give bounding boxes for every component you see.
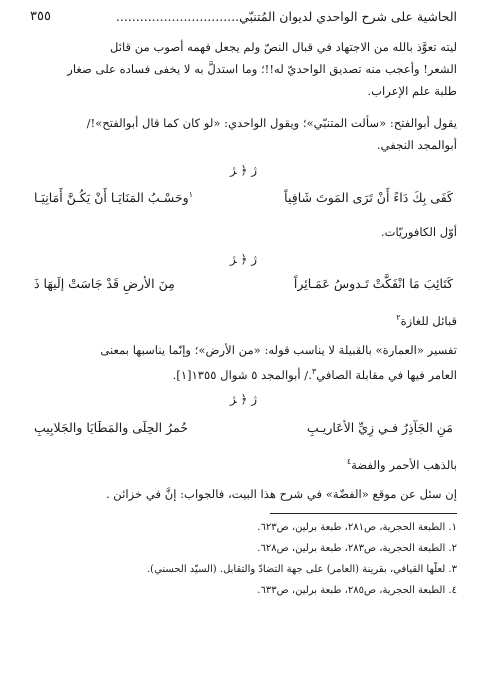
footnote-mark-1: ١ — [188, 190, 193, 199]
verse-1-first-hemistich: كَفَى بِكَ دَاءً أَنْ تَرَى المَوتَ شَافِياً — [284, 190, 453, 205]
verse-2-note-text: قبائل للغازة — [400, 313, 457, 328]
paragraph-line-3: طلبة علم الإعراب. — [367, 84, 457, 98]
verse-3-note — [30, 452, 457, 475]
paragraph2-line-1: تفسير «العمارة» بالقبيلة لا يناسب قوله: «من الأرض»؛ وإنّما يناسبها بمعنى — [100, 343, 457, 357]
verse-1-second-hemistich — [34, 190, 193, 205]
verse-2-note — [30, 308, 457, 331]
paragraph2-line-2 — [30, 362, 457, 385]
footnote-1: ١. الطبعة الحجرية، ص٢٨١، طبعة برلين، ص٦٢٣. — [257, 522, 457, 533]
footnote-mark-3: ٣ — [311, 367, 317, 376]
paragraph-line-1: ليته تعوَّذ بالله من الاجتهاد في قبال النصّ ولم يجعل فهمه أصوب من قائل — [109, 40, 457, 54]
footnote-2: ٢. الطبعة الحجرية، ص٢٨٣، طبعة برلين، ص٦٢٨. — [257, 543, 457, 554]
paragraph-line-5: أبوالمجد النجفي. — [376, 138, 457, 152]
ornament-divider-2: ﮊ ﴿ ﮋ — [229, 252, 258, 266]
verse-3-note-text: بالذهب الأحمر والفضة — [351, 457, 457, 472]
verse-2-second-hemistich: مِنَ الأرضِ قَدْ جَاسَتْ إلَيهَا ذَ — [34, 276, 175, 291]
verse-3 — [30, 420, 457, 442]
paragraph-line-4: يقول أبوالفتح: «سألت المتنبّي»؛ ويقول الواحدي: «لو كان كما قال أبوالفتح»!/ — [86, 116, 457, 130]
footnote-mark-2: ٢ — [396, 313, 401, 322]
verse-1-second-text: وحَسْـبُ المَنَايَـا أَنْ يَكُـنَّ أَمَانِيَـا — [34, 190, 189, 206]
paragraph2-signature: ./ أبوالمجد ٥ شوال ١٣٥٥[١]. — [172, 367, 312, 382]
paragraph-line-2: الشعر! وأعجب منه تصديق الواحديّ له!!؛ وما استدلَّ به لا يخفى فساده على صغار — [67, 62, 457, 76]
verse-1-note: أوّل الكافوريّات. — [380, 225, 457, 239]
page-header — [30, 9, 457, 31]
ornament-divider-1: ﮊ ﴿ ﮋ — [229, 163, 258, 177]
footnote-mark-4: ٤ — [346, 457, 352, 466]
footnote-4: ٤. الطبعة الحجرية، ص٢٨٥، طبعة برلين، ص٦٣٣. — [257, 585, 457, 596]
paragraph2-text: العامر فيها في مقابلة الصافي — [316, 367, 457, 382]
verse-2 — [30, 276, 457, 298]
verse-1 — [30, 190, 457, 212]
verse-3-second-hemistich: حُمرُ الحِلَى والمَطَايَا والجَلابِيبِ — [34, 420, 188, 435]
page-number: ٣٥٥ — [30, 9, 51, 24]
paragraph3-line-1: إن سئل عن موقع «الفضّة» في شرح هذا البيت، فالجواب: إنَّ في خزائن . — [105, 487, 457, 501]
verse-3-first-hemistich: مَنِ الجَآذِرُ فـي زِيِّ الأعَاريـبِ — [306, 420, 453, 435]
running-title: الحاشية على شرح الواحدي لديوان المُتنبّي............................... — [115, 9, 457, 24]
footnote-3: ٣. لعلّها القيافي، بقرينة (العامر) على جهة التضادّ والتقابل. (السيّد الحسني). — [146, 564, 457, 575]
verse-2-first-hemistich: كَتَائِبَ مَا انْفَكَّتْ تَـدوسُ عَمَـائِراً — [293, 276, 453, 291]
footnote-separator — [270, 513, 457, 514]
ornament-divider-3: ﮊ ﴿ ﮋ — [229, 392, 258, 406]
